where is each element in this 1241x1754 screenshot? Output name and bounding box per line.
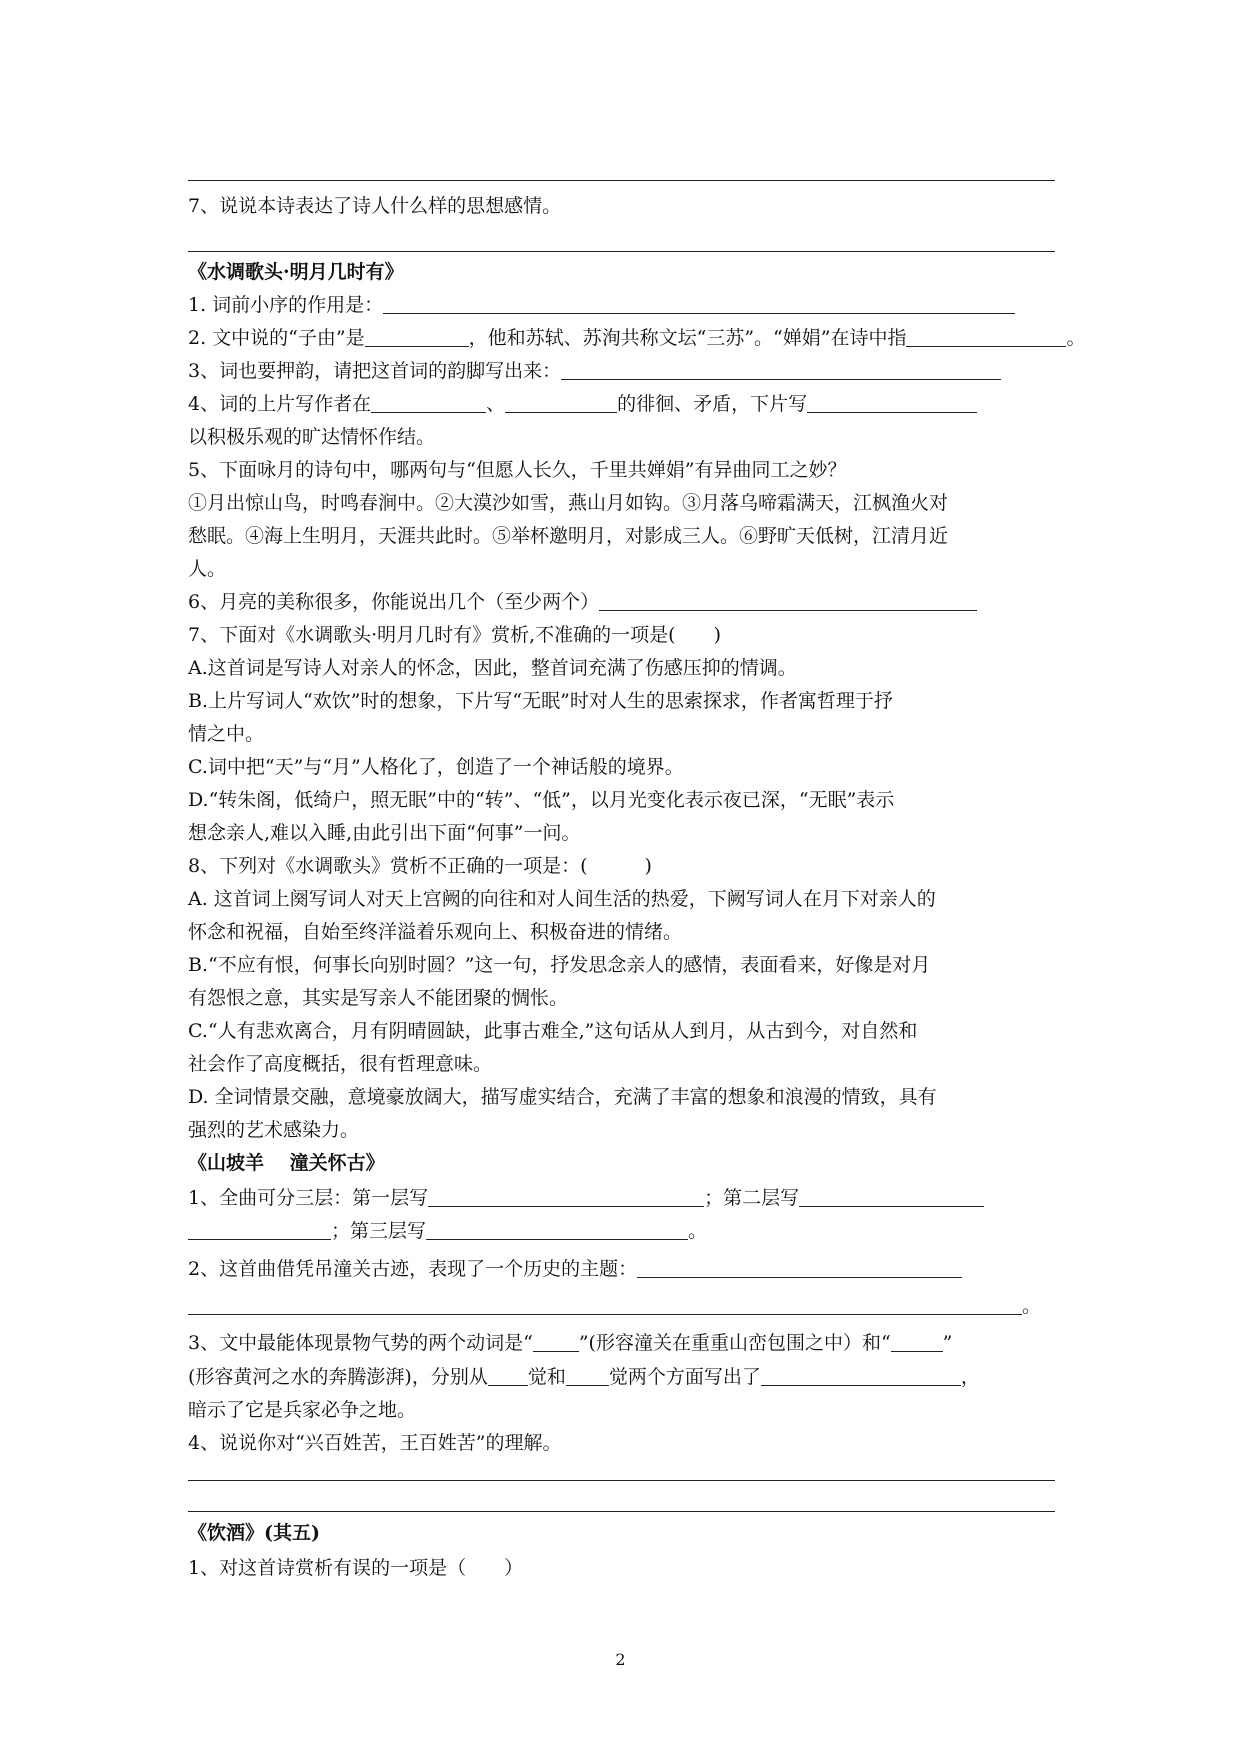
- question-text: [188, 325, 1085, 351]
- question-text: 愁眠。④海上生明月，天涯共此时。⑤举杯邀明月，对影成三人。⑥野旷天低树，江清月近: [188, 525, 949, 547]
- question-text: [188, 589, 977, 615]
- option-text: C.“人有悲欢离合，月有阴晴圆缺，此事古难全,”这句话从人到月，从古到今，对自然和: [188, 1020, 918, 1042]
- question-label: ；第三层写: [331, 1220, 427, 1242]
- answer-blank[interactable]: [599, 590, 977, 611]
- question-text: [188, 1330, 952, 1356]
- question-label: 。: [1022, 1295, 1042, 1317]
- question-label: ”: [942, 1332, 953, 1354]
- option-text: 社会作了高度概括，很有哲理意味。: [188, 1053, 493, 1075]
- option-text: B.上片写词人“欢饮”时的想象，下片写“无眠”时对人生的思索探求，作者寓哲理于抒: [188, 690, 893, 712]
- question-label: 3、词也要押韵，请把这首词的韵脚写出来：: [188, 360, 562, 382]
- answer-line: [188, 1511, 1055, 1512]
- option-text: 想念亲人,难以入睡,由此引出下面“何事”一问。: [188, 822, 581, 844]
- answer-blank[interactable]: [505, 392, 617, 413]
- section-title: 《饮酒》(其五): [188, 1522, 320, 1544]
- question-label: 。: [688, 1220, 708, 1242]
- question-label: 觉和: [527, 1366, 566, 1388]
- answer-blank[interactable]: [561, 359, 1001, 380]
- answer-blank[interactable]: [365, 326, 469, 347]
- section-title: 《水调歌头·明月几时有》: [188, 261, 404, 283]
- answer-blank[interactable]: [488, 1365, 528, 1386]
- question-label: 的徘徊、矛盾，下片写: [617, 393, 808, 415]
- option-text: C.词中把“天”与“月”人格化了，创造了一个神话般的境界。: [188, 756, 684, 778]
- option-text: 强烈的艺术感染力。: [188, 1119, 360, 1141]
- answer-line: [188, 1480, 1055, 1481]
- question-text: 5、下面咏月的诗句中，哪两句与“但愿人长久，千里共婵娟”有异曲同工之妙？: [188, 459, 847, 481]
- question-text: [188, 1185, 984, 1211]
- question-text: ①月出惊山鸟，时鸣春涧中。②大漠沙如雪，燕山月如钩。③月落乌啼霜满天，江枫渔火对: [188, 492, 949, 514]
- question-text: [188, 1218, 707, 1244]
- answer-blank[interactable]: [906, 326, 1066, 347]
- question-text: [188, 1364, 980, 1390]
- question-label: 6、月亮的美称很多，你能说出几个（至少两个）: [188, 591, 600, 613]
- question-text: 1、对这首诗赏析有误的一项是（ ）: [188, 1557, 524, 1579]
- answer-blank[interactable]: [566, 1365, 609, 1386]
- question-text: [188, 358, 1001, 384]
- question-text: 7、说说本诗表达了诗人什么样的思想感情。: [188, 195, 562, 217]
- question-label: 4、词的上片写作者在: [188, 393, 372, 415]
- section-title: 《山坡羊 潼关怀古》: [188, 1152, 385, 1174]
- option-text: D.“转朱阁，低绮户，照无眠”中的“转”、“低”，以月光变化表示夜已深，“无眠”表示: [188, 789, 895, 811]
- option-text: 有怨恨之意，其实是写亲人不能团聚的惆怅。: [188, 987, 569, 1009]
- question-label: 2. 文中说的“子由”是: [188, 327, 365, 349]
- answer-blank[interactable]: [188, 1219, 331, 1240]
- option-text: A.这首词是写诗人对亲人的怀念，因此，整首词充满了伤感压抑的情调。: [188, 657, 797, 679]
- option-text: 怀念和祝福，自始至终洋溢着乐观向上、积极奋进的情绪。: [188, 921, 683, 943]
- question-text: 人。: [188, 558, 227, 580]
- question-label: ；第二层写: [704, 1187, 800, 1209]
- answer-blank[interactable]: [761, 1365, 961, 1386]
- answer-blank[interactable]: [533, 1331, 579, 1352]
- option-text: 情之中。: [188, 723, 265, 745]
- question-text: 4、说说你对“兴百姓苦，王百姓苦”的理解。: [188, 1432, 562, 1454]
- question-label: 觉两个方面写出了: [608, 1366, 761, 1388]
- question-label: 。: [1066, 327, 1086, 349]
- answer-blank[interactable]: [188, 1294, 1022, 1315]
- question-label: ”(形容潼关在重重山峦包围之中）和“: [578, 1332, 891, 1354]
- option-text: A. 这首词上阕写词人对天上宫阙的向往和对人间生活的热爱，下阙写词人在月下对亲人的: [188, 888, 936, 910]
- answer-blank[interactable]: [371, 392, 486, 413]
- question-label: 1、全曲可分三层：第一层写: [188, 1187, 429, 1209]
- answer-blank[interactable]: [637, 1257, 962, 1278]
- answer-line: [188, 180, 1055, 181]
- question-label: 3、文中最能体现景物气势的两个动词是“: [188, 1332, 533, 1354]
- answer-blank[interactable]: [799, 1186, 984, 1207]
- answer-blank[interactable]: [807, 392, 977, 413]
- question-text: [188, 1293, 1041, 1319]
- question-label: ，他和苏轼、苏洵共称文坛“三苏”。“婵娟”在诗中指: [468, 327, 907, 349]
- question-label: ，: [960, 1366, 980, 1388]
- option-text: B.“不应有恨，何事长向别时圆？”这一句，抒发思念亲人的感情，表面看来，好像是对月: [188, 954, 931, 976]
- answer-blank[interactable]: [383, 293, 1015, 314]
- question-label: 1. 词前小序的作用是：: [188, 294, 384, 316]
- question-label: 2、这首曲借凭吊潼关古迹，表现了一个历史的主题：: [188, 1258, 638, 1280]
- question-text: [188, 1256, 962, 1282]
- page-number: 2: [615, 1650, 626, 1669]
- answer-line: [188, 251, 1055, 252]
- answer-blank[interactable]: [426, 1219, 688, 1240]
- question-label: 、: [486, 393, 506, 415]
- question-text: 8、下列对《水调歌头》赏析不正确的一项是：( ): [188, 855, 652, 877]
- question-label: (形容黄河之水的奔腾澎湃)，分别从: [188, 1366, 488, 1388]
- question-text: [188, 391, 977, 417]
- question-text: 暗示了它是兵家必争之地。: [188, 1399, 417, 1421]
- answer-blank[interactable]: [891, 1331, 943, 1352]
- question-text: 7、下面对《水调歌头·明月几时有》赏析,不准确的一项是( ): [188, 624, 721, 646]
- option-text: D. 全词情景交融，意境豪放阔大，描写虚实结合，充满了丰富的想象和浪漫的情致，具有: [188, 1086, 937, 1108]
- question-text: [188, 292, 1015, 318]
- answer-blank[interactable]: [428, 1186, 704, 1207]
- question-text: 以积极乐观的旷达情怀作结。: [188, 426, 436, 448]
